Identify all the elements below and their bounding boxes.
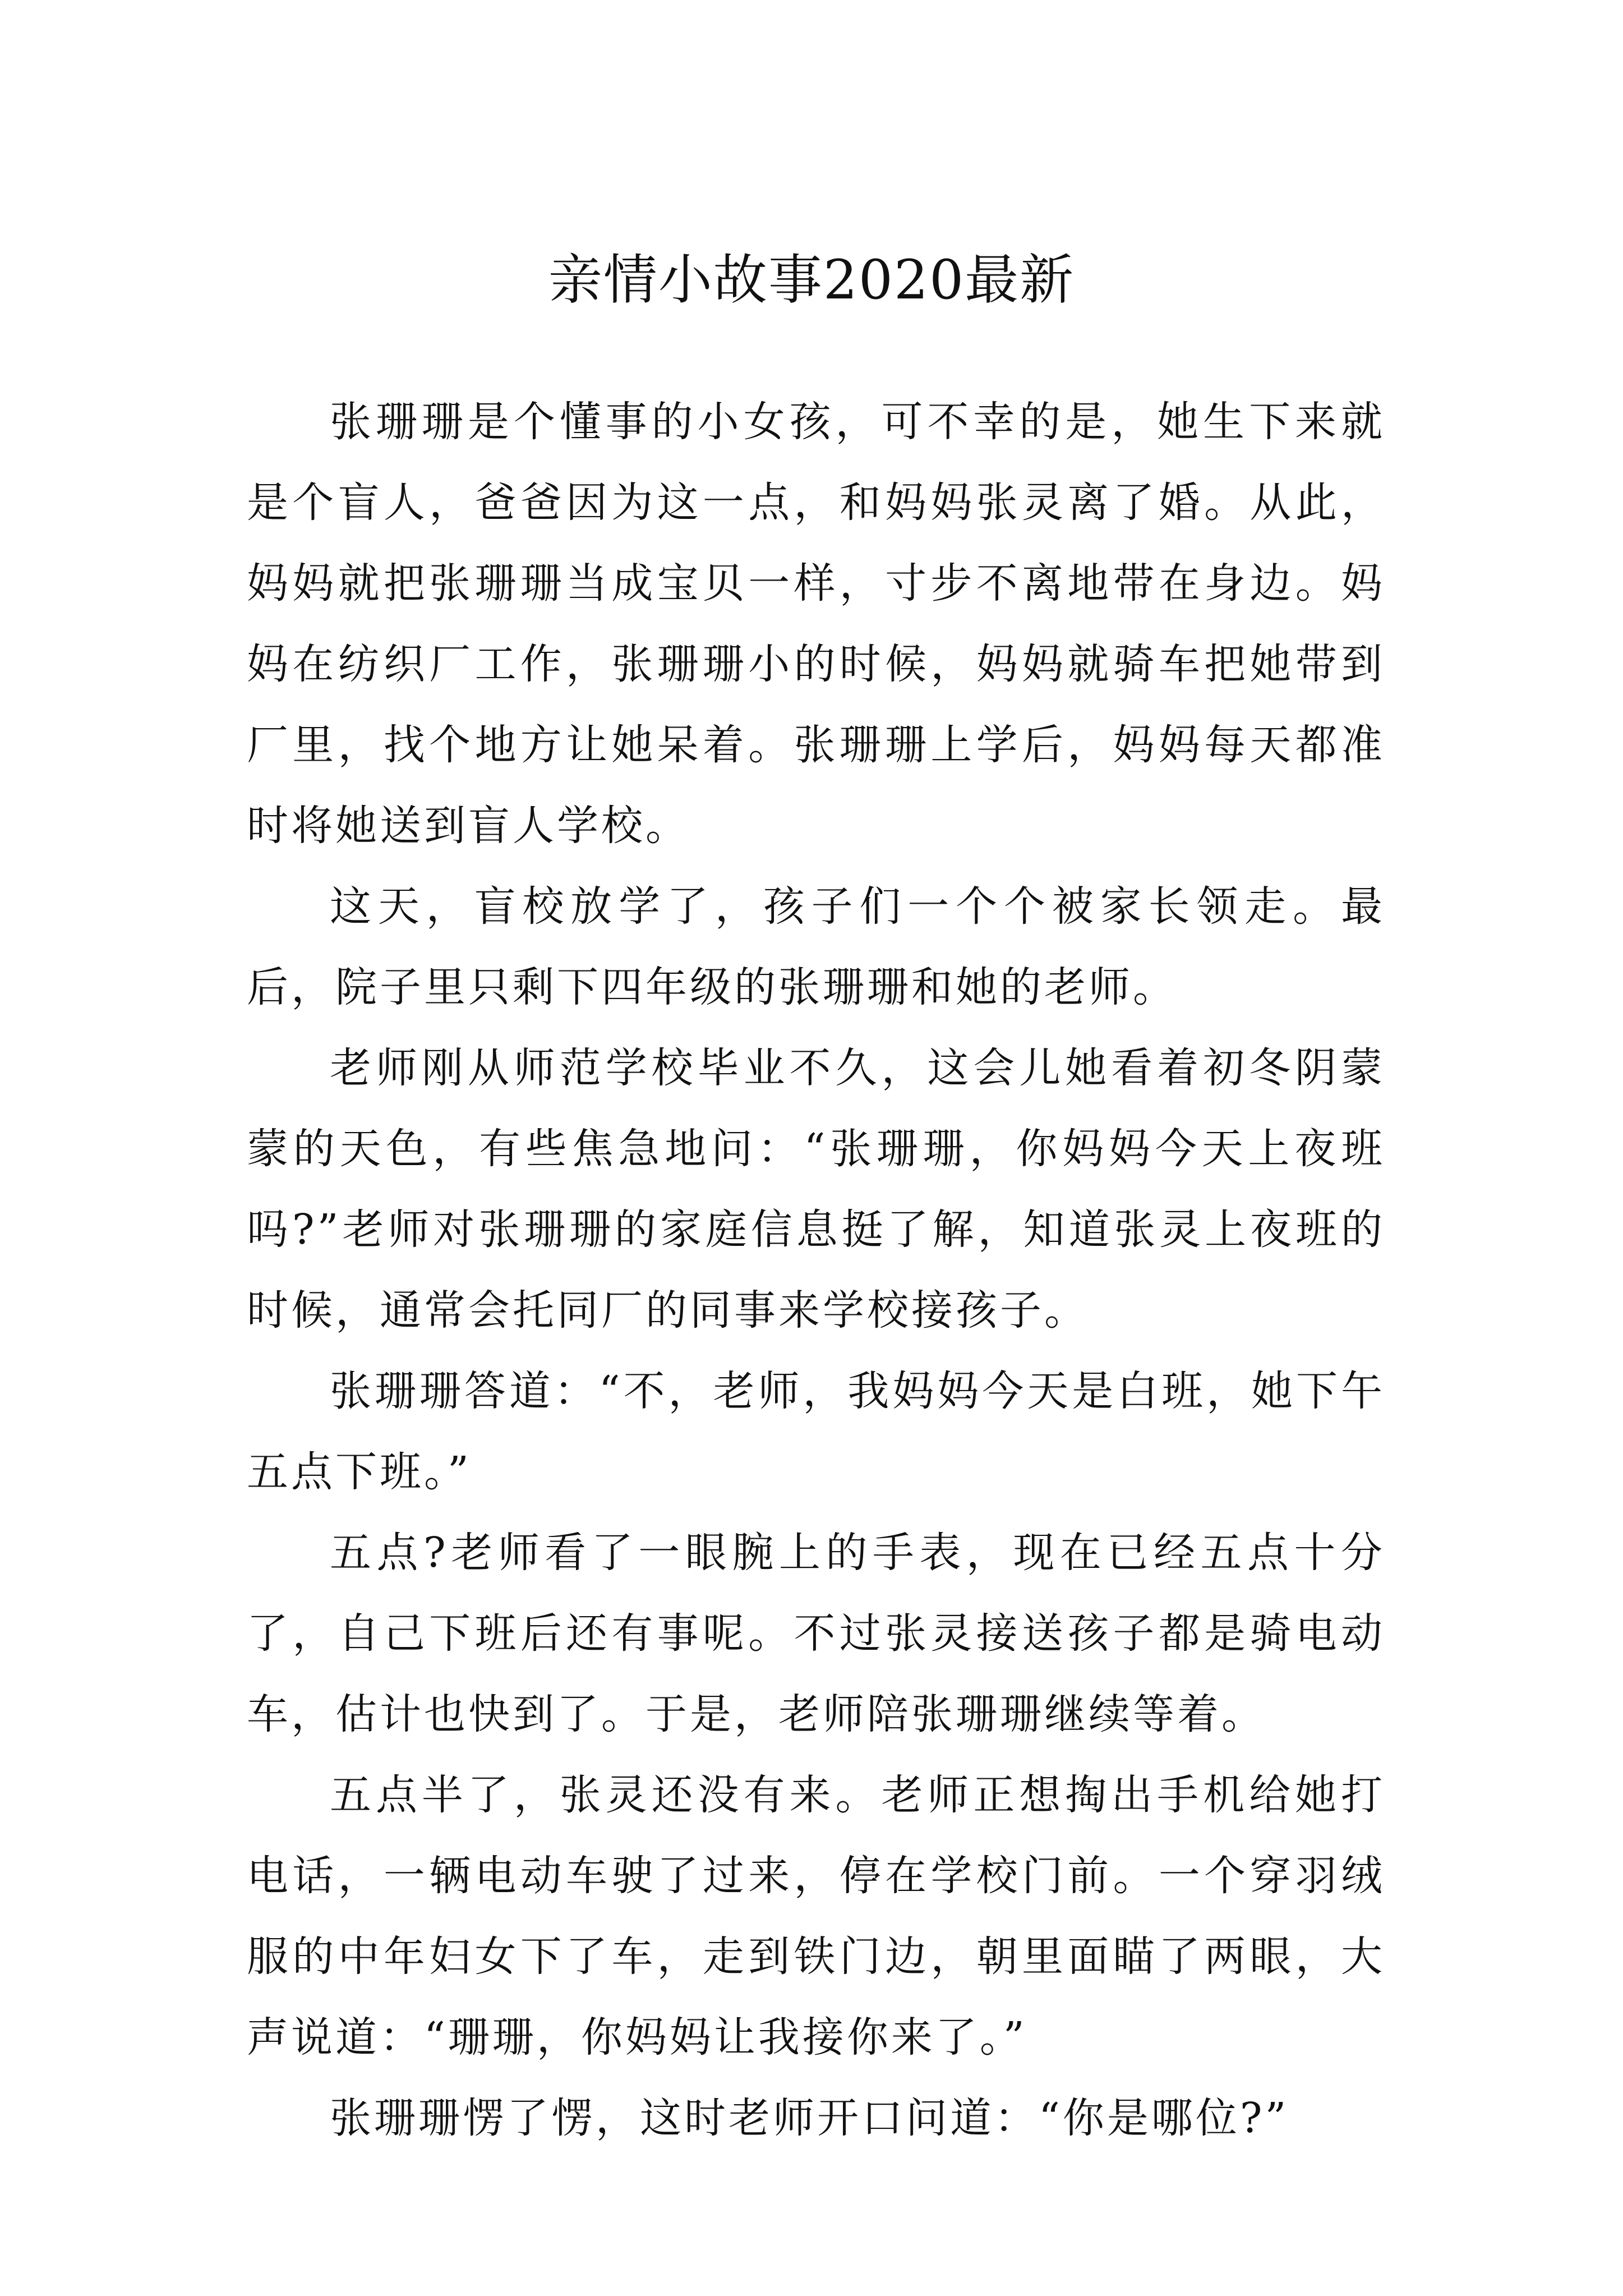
paragraph: 五点?老师看了一眼腕上的手表，现在已经五点十分了，自己下班后还有事呢。不过张灵接送孩子都是骑电动车，估计也快到了。于是，老师陪张珊珊继续等着。 xyxy=(247,1529,1385,1738)
paragraph: 这天，盲校放学了，孩子们一个个被家长领走。最后，院子里只剩下四年级的张珊珊和她的老师。 xyxy=(247,882,1385,1011)
document-body xyxy=(247,381,1385,2159)
paragraph: 张珊珊是个懂事的小女孩，可不幸的是，她生下来就是个盲人，爸爸因为这一点，和妈妈张灵离了婚。从此，妈妈就把张珊珊当成宝贝一样，寸步不离地带在身边。妈妈在纺织厂工作，张珊珊小的时候，妈妈就骑车把她带到厂里，找个地方让她呆着。张珊珊上学后，妈妈每天都准时将她送到盲人学校。 xyxy=(247,398,1385,850)
paragraph: 张珊珊答道：“不，老师，我妈妈今天是白班，她下午五点下班。” xyxy=(247,1367,1385,1496)
document-title: 亲情小故事2020最新 xyxy=(548,249,1075,312)
paragraph: 张珊珊愣了愣，这时老师开口问道：“你是哪位?” xyxy=(330,2094,1289,2142)
paragraph: 老师刚从师范学校毕业不久，这会儿她看着初冬阴蒙蒙的天色，有些焦急地问：“张珊珊，你妈妈今天上夜班吗?”老师对张珊珊的家庭信息挺了解，知道张灵上夜班的时候，通常会托同厂的同事来学校接孩子。 xyxy=(247,1044,1385,1335)
paragraph: 五点半了，张灵还没有来。老师正想掏出手机给她打电话，一辆电动车驶了过来，停在学校门前。一个穿羽绒服的中年妇女下了车，走到铁门边，朝里面瞄了两眼，大声说道：“珊珊，你妈妈让我接你来了。” xyxy=(247,1771,1385,2062)
